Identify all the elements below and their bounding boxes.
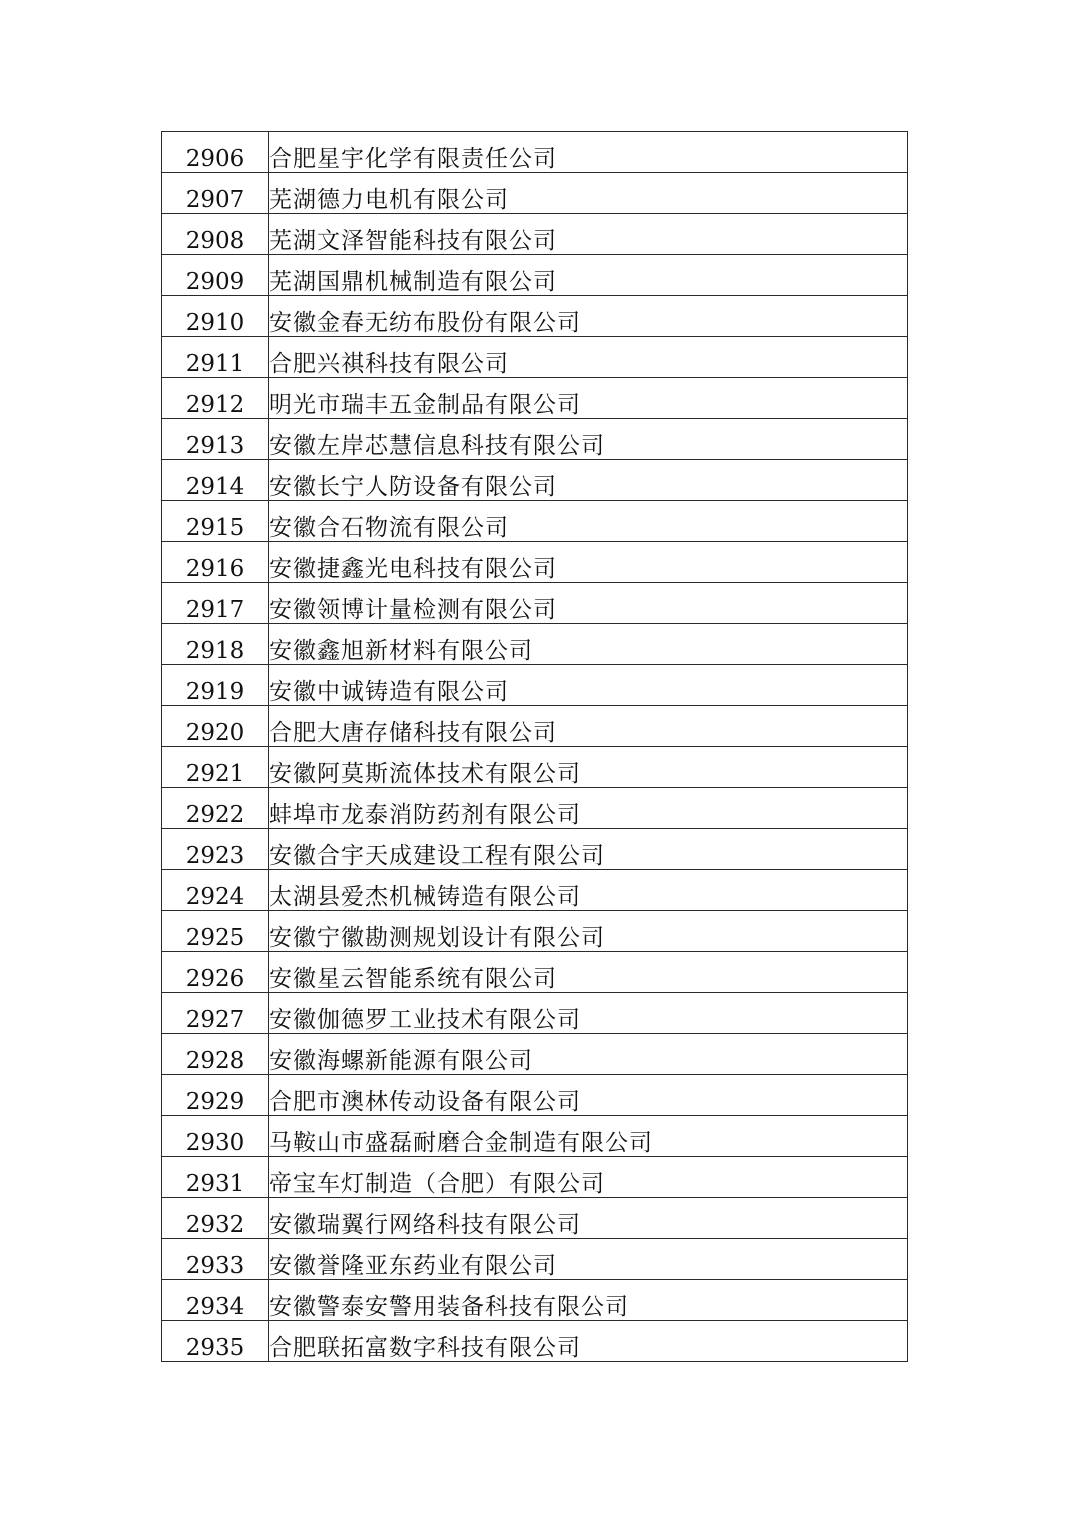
row-number-cell: 2915 <box>162 501 269 542</box>
company-name-cell: 安徽中诚铸造有限公司 <box>269 665 908 706</box>
table-row <box>162 829 908 870</box>
row-number-cell: 2923 <box>162 829 269 870</box>
row-number-cell: 2932 <box>162 1198 269 1239</box>
table-row <box>162 1116 908 1157</box>
row-number-cell: 2913 <box>162 419 269 460</box>
table-row <box>162 788 908 829</box>
company-name-cell: 安徽捷鑫光电科技有限公司 <box>269 542 908 583</box>
table-row <box>162 747 908 788</box>
company-name-cell: 合肥联拓富数字科技有限公司 <box>269 1321 908 1362</box>
row-number-cell: 2910 <box>162 296 269 337</box>
table-row <box>162 911 908 952</box>
company-name-cell: 安徽宁徽勘测规划设计有限公司 <box>269 911 908 952</box>
company-name-cell: 安徽合宇天成建设工程有限公司 <box>269 829 908 870</box>
table-row <box>162 214 908 255</box>
table-row <box>162 1034 908 1075</box>
row-number-cell: 2931 <box>162 1157 269 1198</box>
row-number-cell: 2928 <box>162 1034 269 1075</box>
table-row <box>162 952 908 993</box>
table-row <box>162 296 908 337</box>
table-row <box>162 1157 908 1198</box>
company-name-cell: 安徽警泰安警用装备科技有限公司 <box>269 1280 908 1321</box>
company-name-cell: 安徽合石物流有限公司 <box>269 501 908 542</box>
row-number-cell: 2914 <box>162 460 269 501</box>
company-name-cell: 安徽誉隆亚东药业有限公司 <box>269 1239 908 1280</box>
company-name-cell: 芜湖德力电机有限公司 <box>269 173 908 214</box>
row-number-cell: 2912 <box>162 378 269 419</box>
row-number-cell: 2927 <box>162 993 269 1034</box>
row-number-cell: 2934 <box>162 1280 269 1321</box>
row-number-cell: 2909 <box>162 255 269 296</box>
row-number-cell: 2908 <box>162 214 269 255</box>
company-name-cell: 太湖县爱杰机械铸造有限公司 <box>269 870 908 911</box>
table-row <box>162 1239 908 1280</box>
table-row <box>162 583 908 624</box>
row-number-cell: 2933 <box>162 1239 269 1280</box>
table-row <box>162 624 908 665</box>
row-number-cell: 2930 <box>162 1116 269 1157</box>
row-number-cell: 2921 <box>162 747 269 788</box>
company-name-cell: 蚌埠市龙泰消防药剂有限公司 <box>269 788 908 829</box>
company-name-cell: 安徽鑫旭新材料有限公司 <box>269 624 908 665</box>
table-row <box>162 1280 908 1321</box>
row-number-cell: 2925 <box>162 911 269 952</box>
table-row <box>162 337 908 378</box>
row-number-cell: 2917 <box>162 583 269 624</box>
company-name-cell: 安徽伽德罗工业技术有限公司 <box>269 993 908 1034</box>
table-body <box>162 132 908 1362</box>
table-row <box>162 501 908 542</box>
company-name-cell: 明光市瑞丰五金制品有限公司 <box>269 378 908 419</box>
table-row <box>162 255 908 296</box>
company-name-cell: 安徽海螺新能源有限公司 <box>269 1034 908 1075</box>
row-number-cell: 2916 <box>162 542 269 583</box>
table-row <box>162 1198 908 1239</box>
row-number-cell: 2924 <box>162 870 269 911</box>
company-name-cell: 合肥星宇化学有限责任公司 <box>269 132 908 173</box>
row-number-cell: 2926 <box>162 952 269 993</box>
row-number-cell: 2906 <box>162 132 269 173</box>
row-number-cell: 2929 <box>162 1075 269 1116</box>
company-name-cell: 芜湖文泽智能科技有限公司 <box>269 214 908 255</box>
company-name-cell: 帝宝车灯制造（合肥）有限公司 <box>269 1157 908 1198</box>
table-row <box>162 132 908 173</box>
table-row <box>162 993 908 1034</box>
table-row <box>162 460 908 501</box>
company-name-cell: 安徽领博计量检测有限公司 <box>269 583 908 624</box>
row-number-cell: 2935 <box>162 1321 269 1362</box>
company-name-cell: 合肥兴祺科技有限公司 <box>269 337 908 378</box>
table-row <box>162 173 908 214</box>
row-number-cell: 2922 <box>162 788 269 829</box>
row-number-cell: 2907 <box>162 173 269 214</box>
table-row <box>162 706 908 747</box>
table-row <box>162 1321 908 1362</box>
company-name-cell: 安徽长宁人防设备有限公司 <box>269 460 908 501</box>
row-number-cell: 2918 <box>162 624 269 665</box>
table-row <box>162 665 908 706</box>
company-list-table <box>161 131 908 1362</box>
company-name-cell: 安徽瑞翼行网络科技有限公司 <box>269 1198 908 1239</box>
company-name-cell: 马鞍山市盛磊耐磨合金制造有限公司 <box>269 1116 908 1157</box>
company-name-cell: 安徽金春无纺布股份有限公司 <box>269 296 908 337</box>
table-row <box>162 1075 908 1116</box>
company-name-cell: 芜湖国鼎机械制造有限公司 <box>269 255 908 296</box>
company-name-cell: 安徽左岸芯慧信息科技有限公司 <box>269 419 908 460</box>
table-row <box>162 542 908 583</box>
company-name-cell: 合肥大唐存储科技有限公司 <box>269 706 908 747</box>
row-number-cell: 2911 <box>162 337 269 378</box>
company-name-cell: 安徽阿莫斯流体技术有限公司 <box>269 747 908 788</box>
table-row <box>162 378 908 419</box>
table-row <box>162 870 908 911</box>
company-name-cell: 合肥市澳林传动设备有限公司 <box>269 1075 908 1116</box>
table-row <box>162 419 908 460</box>
row-number-cell: 2920 <box>162 706 269 747</box>
company-name-cell: 安徽星云智能系统有限公司 <box>269 952 908 993</box>
row-number-cell: 2919 <box>162 665 269 706</box>
